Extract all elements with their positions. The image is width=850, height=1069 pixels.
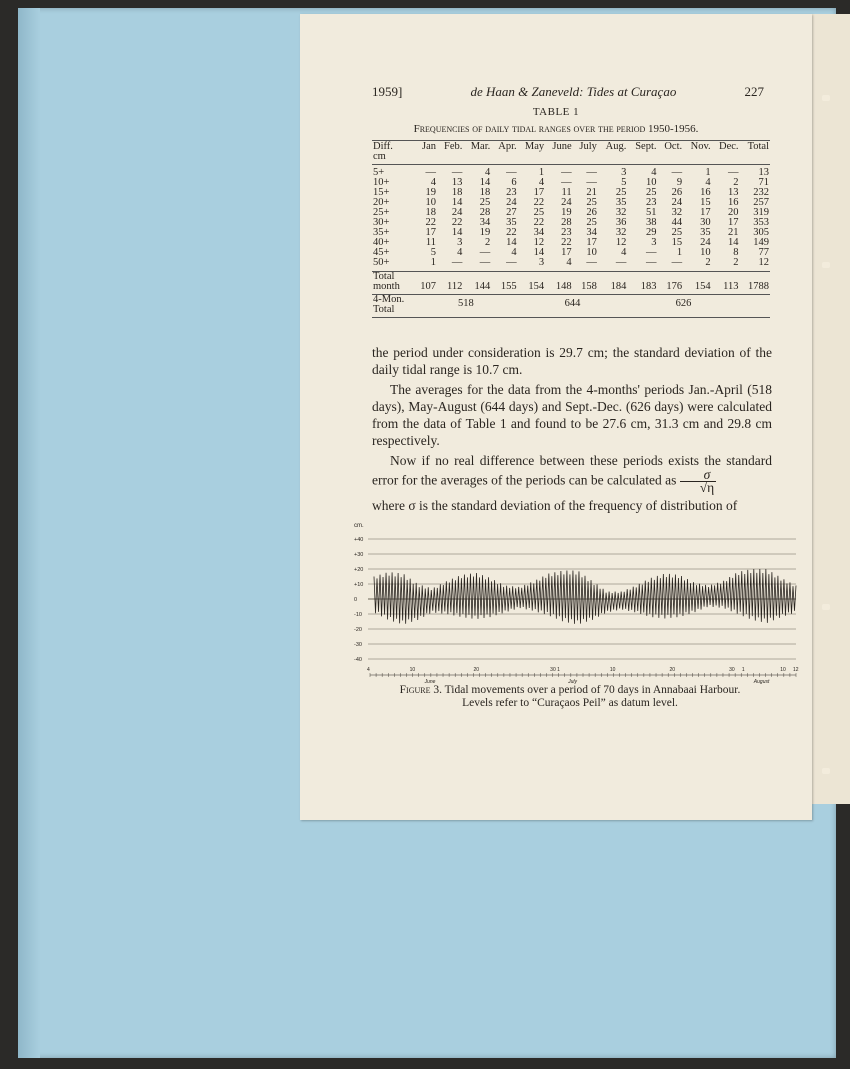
total-cell: 184 <box>598 282 627 295</box>
diff-unit: cm <box>372 152 414 165</box>
table-cell: 3 <box>538 257 545 268</box>
frequency-table <box>372 140 770 318</box>
table-cell: 4 <box>705 177 711 188</box>
paragraph: the period under consideration is 29.7 cm; the standard deviation of the daily tidal range is 10.7 cm. <box>372 345 772 377</box>
table-cell: 18 <box>425 207 436 218</box>
table-cell: 18 <box>451 187 463 198</box>
table-cell: 32 <box>671 207 683 218</box>
table-cell: 17 <box>728 217 739 228</box>
range-label: 45+ <box>373 247 390 258</box>
range-label: 25+ <box>373 207 390 218</box>
table-cell: 11 <box>425 237 436 248</box>
table-cell: — <box>586 167 597 178</box>
table-cell: 3 <box>651 237 657 248</box>
table-cell: 25 <box>586 217 597 228</box>
table-cell: 19 <box>425 187 436 198</box>
y-tick-label: +40 <box>354 537 364 543</box>
table-cell: 13 <box>451 177 463 188</box>
table-cell: 14 <box>728 237 739 248</box>
column-header: Jan <box>414 141 437 153</box>
formula-denominator: √η <box>699 480 715 495</box>
table-cell: 1 <box>538 167 545 178</box>
table-cell: 35 <box>506 217 517 228</box>
table-cell: — <box>506 167 517 178</box>
range-label: 5+ <box>373 167 385 178</box>
table-cell: 35 <box>615 197 627 208</box>
table-cell: 9 <box>676 177 683 188</box>
table-cell: 34 <box>533 227 545 238</box>
figure-caption <box>360 684 780 710</box>
table-cell: 23 <box>646 197 657 208</box>
table-cell: 2 <box>705 257 711 268</box>
four-month-total-sep-dec: 626 <box>627 299 739 312</box>
tide-chart <box>352 519 800 689</box>
table-cell: 22 <box>533 197 545 208</box>
column-header: Oct. <box>658 141 684 153</box>
table-cell: 6 <box>511 177 517 188</box>
table-cell: — <box>671 167 683 178</box>
table-cell: 32 <box>615 207 627 218</box>
four-month-total-jan-apr: 518 <box>414 299 518 312</box>
table-cell: 4 <box>538 177 545 188</box>
figure-label: Figure 3. <box>399 684 442 696</box>
table-cell: 25 <box>533 207 545 218</box>
table-cell: 24 <box>700 237 711 248</box>
total-cell: 144 <box>463 282 491 295</box>
table-cell: 17 <box>425 227 436 238</box>
column-header: Total <box>740 141 770 153</box>
table-cell: — <box>425 167 436 178</box>
table-cell: 4 <box>511 247 517 258</box>
column-header: Mar. <box>463 141 491 153</box>
table-cell: 4 <box>457 247 463 258</box>
binding-tab <box>822 262 830 268</box>
table-cell: 12 <box>533 237 545 248</box>
x-tick-label: 20 <box>669 667 676 673</box>
column-header: June <box>545 141 573 153</box>
page-number: 227 <box>744 84 764 99</box>
board-left-edge <box>18 8 40 1058</box>
range-label: 35+ <box>373 227 390 238</box>
table-cell: 23 <box>506 187 517 198</box>
table-cell: 257 <box>753 197 769 208</box>
formula-numerator: σ <box>680 469 716 482</box>
y-tick-label: -20 <box>354 627 362 633</box>
table-cell: 32 <box>615 227 627 238</box>
table-cell: — <box>728 167 739 178</box>
column-header: Dec. <box>712 141 740 153</box>
formula-fraction <box>680 469 716 494</box>
y-tick-label: +10 <box>354 582 364 588</box>
table-cell: 4 <box>651 167 657 178</box>
table-cell: — <box>479 247 491 258</box>
table-cell: 22 <box>451 217 463 228</box>
table-caption: Frequencies of daily tidal ranges over the period 1950-1956. <box>413 123 699 135</box>
table-cell: 14 <box>451 227 463 238</box>
table-cell: 24 <box>451 207 463 218</box>
total-cell: 154 <box>518 282 546 295</box>
table-cell: 19 <box>479 227 491 238</box>
table-cell: 34 <box>479 217 491 228</box>
paragraph <box>372 452 772 494</box>
header-title: de Haan & Zaneveld: Tides at Curaçao <box>470 84 677 99</box>
table-cell: 14 <box>479 177 491 188</box>
table-cell: 19 <box>561 207 572 218</box>
table-title: TABLE 1 <box>532 106 580 118</box>
table-cell: 13 <box>728 187 739 198</box>
table-cell: 4 <box>566 257 572 268</box>
table-cell: — <box>615 257 627 268</box>
total-cell: 176 <box>658 282 684 295</box>
table-cell: 17 <box>700 207 711 218</box>
table-cell: 5 <box>430 247 436 258</box>
header-year: 1959] <box>372 84 403 99</box>
table-cell: 4 <box>485 167 491 178</box>
table-cell: 353 <box>753 217 769 228</box>
column-header: Diff. <box>372 141 414 153</box>
table-cell: 23 <box>561 227 572 238</box>
table-cell: 22 <box>506 227 517 238</box>
column-header: Sept. <box>627 141 657 153</box>
table-cell: 22 <box>425 217 436 228</box>
table-cell: — <box>561 177 572 188</box>
chart-y-ticks <box>354 523 364 663</box>
table-cell: 21 <box>586 187 597 198</box>
x-tick-label: 12 <box>793 667 799 673</box>
table-row <box>372 165 770 179</box>
table-cell: 44 <box>671 217 683 228</box>
range-label: 20+ <box>373 197 390 208</box>
running-head <box>372 84 764 100</box>
total-cell: 183 <box>627 282 657 295</box>
total-cell: 158 <box>573 282 598 295</box>
table-cell: 22 <box>561 237 572 248</box>
adjacent-page-edge <box>812 14 850 804</box>
total-cell: 154 <box>683 282 712 295</box>
paragraph: The averages for the data from the 4-months' periods Jan.-April (518 days), May-August (644 days) and Sept.-Dec. (626 days) were calculated from the data of Table 1 and found to be 27.6 cm, 31.3 cm and 29.8 cm respectively. <box>372 382 772 448</box>
table-cell: 12 <box>615 237 627 248</box>
table-cell: 25 <box>615 187 627 198</box>
table-cell: 77 <box>758 247 769 258</box>
table-cell: 1 <box>430 257 436 268</box>
table-cell: 22 <box>533 217 545 228</box>
table-cell: 319 <box>753 207 769 218</box>
table-cell: 17 <box>586 237 597 248</box>
table-cell: 29 <box>646 227 657 238</box>
table-cell: 14 <box>506 237 517 248</box>
column-header: Feb. <box>437 141 463 153</box>
table-cell: 17 <box>533 187 545 198</box>
month-label: June <box>424 679 436 685</box>
table-cell: 11 <box>561 187 572 198</box>
month-label: July <box>568 679 578 685</box>
table-cell: 3 <box>457 237 463 248</box>
range-label: 10+ <box>373 177 390 188</box>
paragraph-text: Now if no real difference between these periods exists the standard error for the averages of the periods can be calculated as <box>372 453 772 488</box>
table-cell: 18 <box>479 187 491 198</box>
table-cell: 20 <box>728 207 739 218</box>
table-cell: 25 <box>586 197 597 208</box>
table-cell: 8 <box>733 247 739 258</box>
binding-tab <box>822 768 830 774</box>
table-cell: 38 <box>646 217 657 228</box>
table-cell: 51 <box>646 207 657 218</box>
table-cell: 10 <box>700 247 711 258</box>
table-cell: — <box>646 247 657 258</box>
table-cell: — <box>646 257 657 268</box>
y-tick-label: +30 <box>354 552 364 558</box>
table-cell: 15 <box>671 237 683 248</box>
x-tick-label: 20 <box>473 667 480 673</box>
table-cell: 2 <box>485 237 491 248</box>
figure-caption-line2: Levels refer to “Curaçaos Peil” as datum level. <box>462 697 678 709</box>
range-label: 40+ <box>373 237 390 248</box>
figure-caption-line1: Tidal movements over a period of 70 days in Annabaai Harbour. <box>444 684 741 696</box>
column-header: Aug. <box>598 141 627 153</box>
table-cell: 13 <box>758 167 769 178</box>
column-header: Apr. <box>491 141 517 153</box>
table-cell: 28 <box>479 207 491 218</box>
body-text <box>372 344 772 517</box>
table-cell: 21 <box>728 227 739 238</box>
table-cell: 17 <box>561 247 572 258</box>
y-tick-label: -40 <box>354 657 362 663</box>
table-cell: 15 <box>700 197 711 208</box>
table-cell: 305 <box>753 227 769 238</box>
table-cell: 10 <box>425 197 436 208</box>
table-cell: 16 <box>700 187 711 198</box>
y-tick-label: +20 <box>354 567 364 573</box>
y-tick-label: -30 <box>354 642 362 648</box>
table-cell: — <box>479 257 491 268</box>
total-cell: 112 <box>437 282 463 295</box>
binding-tab <box>822 604 830 610</box>
journal-page <box>300 14 812 820</box>
x-tick-label: 4 <box>367 667 370 673</box>
tide-series-line <box>374 569 796 624</box>
total-label: Total <box>372 272 414 283</box>
table-cell: 5 <box>621 177 627 188</box>
table-cell: 149 <box>753 237 769 248</box>
table-cell: 2 <box>733 257 739 268</box>
table-cell: 3 <box>621 167 627 178</box>
table-cell: 12 <box>758 257 769 268</box>
table-cell: — <box>586 257 597 268</box>
table-cell: 27 <box>506 207 517 218</box>
table-cell: 26 <box>586 207 597 218</box>
binding-tab <box>822 95 830 101</box>
x-tick-label: 30 <box>729 667 735 673</box>
table-cell: 24 <box>671 197 683 208</box>
table-cell: 232 <box>753 187 769 198</box>
table-cell: 25 <box>479 197 491 208</box>
x-tick-label: 30 1 <box>550 667 560 673</box>
column-header: May <box>518 141 546 153</box>
table-cell: 1 <box>676 247 683 258</box>
range-label: 15+ <box>373 187 390 198</box>
table-cell: — <box>586 177 597 188</box>
table-cell: 28 <box>561 217 572 228</box>
x-tick-label: 10 <box>609 667 616 673</box>
table-cell: 16 <box>728 197 739 208</box>
table-cell: 24 <box>506 197 517 208</box>
table-cell: — <box>561 167 572 178</box>
y-tick-label: -10 <box>354 612 362 618</box>
table-cell: 4 <box>621 247 627 258</box>
total-cell: 107 <box>414 282 437 295</box>
x-tick-label: 10 <box>409 667 416 673</box>
total-label-month: month <box>372 282 414 295</box>
table-cell: — <box>451 167 463 178</box>
four-month-label: 4-Mon. <box>373 294 405 305</box>
table-cell: — <box>671 257 683 268</box>
range-label: 30+ <box>373 217 390 228</box>
table-cell: 35 <box>700 227 711 238</box>
table-cell: 2 <box>733 177 739 188</box>
table-cell: 26 <box>671 187 683 198</box>
four-month-label-total: Total <box>372 305 414 318</box>
table-cell: 24 <box>561 197 572 208</box>
column-header: Nov. <box>683 141 712 153</box>
column-header: July <box>573 141 598 153</box>
four-month-total-may-aug: 644 <box>518 299 628 312</box>
range-label: 50+ <box>373 257 390 268</box>
chart-x-axis <box>367 667 799 685</box>
table-cell: 34 <box>586 227 597 238</box>
x-tick-label: 10 <box>780 667 786 673</box>
y-axis-unit: cm. <box>354 523 364 529</box>
table-cell: 4 <box>430 177 436 188</box>
x-tick-label: 1 <box>741 667 745 673</box>
table-cell: 71 <box>758 177 769 188</box>
table-cell: 25 <box>646 187 657 198</box>
table-cell: 10 <box>586 247 597 258</box>
total-cell: 113 <box>712 282 740 295</box>
table-row <box>372 258 770 272</box>
total-cell: 155 <box>491 282 517 295</box>
table-cell: 25 <box>671 227 683 238</box>
total-cell: 148 <box>545 282 573 295</box>
total-cell: 1788 <box>740 282 770 295</box>
table-cell: — <box>506 257 517 268</box>
table-cell: 30 <box>700 217 711 228</box>
table-cell: 10 <box>646 177 657 188</box>
table-cell: — <box>451 257 463 268</box>
y-tick-label: 0 <box>354 597 358 603</box>
month-label: August <box>753 679 770 685</box>
paragraph: where σ is the standard deviation of the frequency of distribution of <box>372 498 738 513</box>
table-cell: 1 <box>705 167 711 178</box>
table-cell: 14 <box>533 247 545 258</box>
table-cell: 14 <box>451 197 463 208</box>
table-cell: 36 <box>615 217 627 228</box>
